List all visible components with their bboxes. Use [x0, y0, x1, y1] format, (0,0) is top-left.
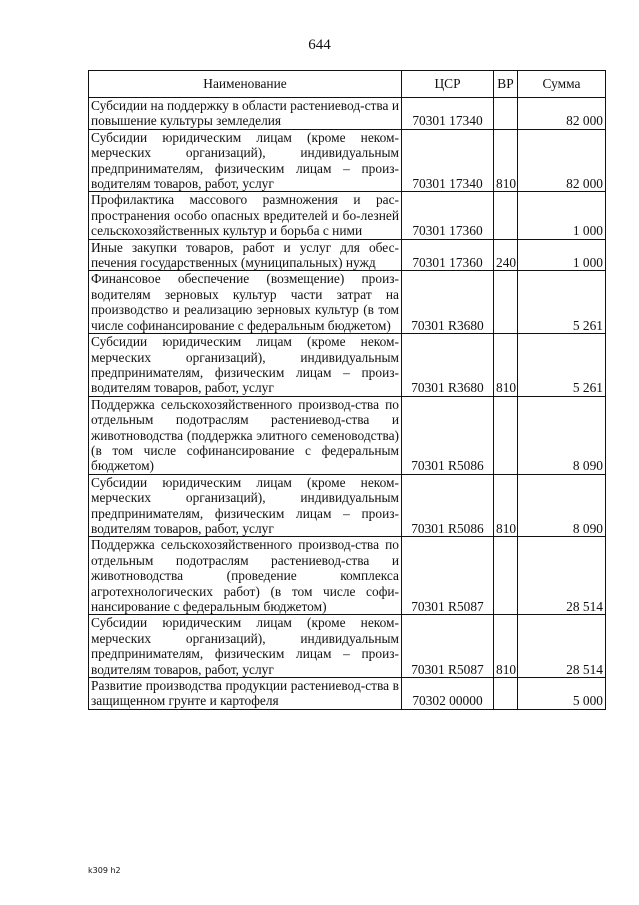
table-row	[89, 615, 606, 678]
row-csr: 70301 17340	[402, 129, 494, 192]
row-vr: 810	[494, 129, 518, 192]
table-row	[89, 396, 606, 474]
row-csr: 70301 R3680	[402, 334, 494, 397]
header-name: Наименование	[89, 71, 402, 98]
row-sum: 82 000	[518, 98, 606, 130]
row-sum: 8 090	[518, 396, 606, 474]
row-vr	[494, 98, 518, 130]
row-sum: 28 514	[518, 615, 606, 678]
row-name: Финансовое обеспечение (возмещение) произ-водителям зерновых культур части затрат на производство и реализацию зерновых культур (в том числе софинансирование с федеральным бюджетом)	[89, 271, 402, 334]
row-name: Субсидии юридическим лицам (кроме неком-мерческих организаций), индивидуальным предпринимателям, физическим лицам – произ-водителям товаров, работ, услуг	[89, 129, 402, 192]
row-name: Субсидии юридическим лицам (кроме неком-мерческих организаций), индивидуальным предпринимателям, физическим лицам – произ-водителям товаров, работ, услуг	[89, 474, 402, 537]
row-csr: 70301 17360	[402, 239, 494, 271]
row-name: Профилактика массового размножения и рас-пространения особо опасных вредителей и бо-лезней сельскохозяйственных культур и борьба с ними	[89, 192, 402, 239]
row-vr	[494, 271, 518, 334]
footer-code: k309 h2	[88, 866, 121, 875]
row-vr: 810	[494, 615, 518, 678]
row-name: Субсидии юридическим лицам (кроме неком-мерческих организаций), индивидуальным предпринимателям, физическим лицам – произ-водителям товаров, работ, услуг	[89, 334, 402, 397]
row-csr: 70301 R5086	[402, 474, 494, 537]
table-row	[89, 98, 606, 130]
row-vr: 810	[494, 334, 518, 397]
table-row	[89, 537, 606, 615]
row-name: Поддержка сельскохозяйственного производ-ства по отдельным подотраслям растениевод-ства и животноводства (поддержка элитного семеноводства) (в том числе софинансирование с федеральным бюджетом)	[89, 396, 402, 474]
row-vr: 240	[494, 239, 518, 271]
row-csr: 70301 R5087	[402, 537, 494, 615]
row-sum: 1 000	[518, 192, 606, 239]
row-vr: 810	[494, 474, 518, 537]
table-header-row	[89, 71, 606, 98]
table-row	[89, 271, 606, 334]
row-sum: 28 514	[518, 537, 606, 615]
row-vr	[494, 537, 518, 615]
budget-table	[88, 70, 606, 710]
row-csr: 70301 17340	[402, 98, 494, 130]
table-row	[89, 678, 606, 710]
row-vr	[494, 396, 518, 474]
row-sum: 5 000	[518, 678, 606, 710]
row-name: Иные закупки товаров, работ и услуг для обес-печения государственных (муниципальных) нужд	[89, 239, 402, 271]
row-sum: 82 000	[518, 129, 606, 192]
table-row	[89, 239, 606, 271]
table-row	[89, 334, 606, 397]
row-sum: 8 090	[518, 474, 606, 537]
row-name: Субсидии на поддержку в области растениевод-ства и повышение культуры земледелия	[89, 98, 402, 130]
table-row	[89, 129, 606, 192]
header-vr: ВР	[494, 71, 518, 98]
row-name: Поддержка сельскохозяйственного производ-ства по отдельным подотраслям растениевод-ства и животноводства (проведение комплекса агротехнологических работ) (в том числе софи-нансирование с федеральным бюджетом)	[89, 537, 402, 615]
row-name: Субсидии юридическим лицам (кроме неком-мерческих организаций), индивидуальным предпринимателям, физическим лицам – произ-водителям товаров, работ, услуг	[89, 615, 402, 678]
row-csr: 70301 R5087	[402, 615, 494, 678]
row-vr	[494, 192, 518, 239]
header-csr: ЦСР	[402, 71, 494, 98]
row-csr: 70301 R3680	[402, 271, 494, 334]
row-sum: 5 261	[518, 271, 606, 334]
row-csr: 70302 00000	[402, 678, 494, 710]
row-name: Развитие производства продукции растениевод-ства в защищенном грунте и картофеля	[89, 678, 402, 710]
header-sum: Сумма	[518, 71, 606, 98]
row-sum: 1 000	[518, 239, 606, 271]
row-csr: 70301 R5086	[402, 396, 494, 474]
table-row	[89, 474, 606, 537]
row-sum: 5 261	[518, 334, 606, 397]
row-vr	[494, 678, 518, 710]
page-number: 644	[308, 37, 331, 53]
row-csr: 70301 17360	[402, 192, 494, 239]
table-row	[89, 192, 606, 239]
